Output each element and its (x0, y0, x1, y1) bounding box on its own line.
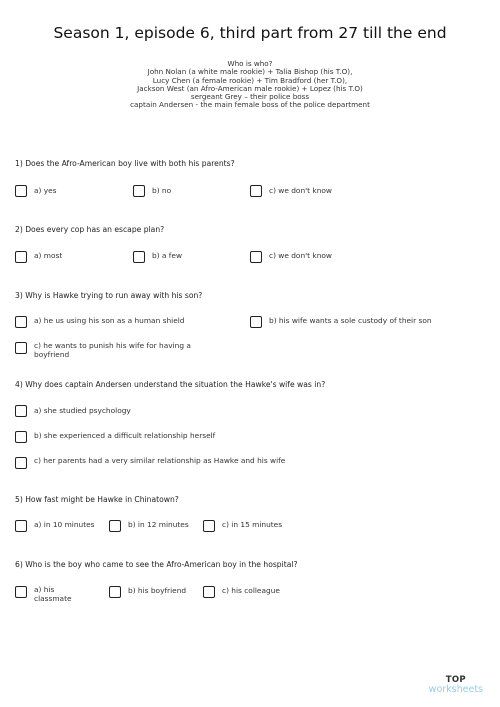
option-q2-c: c) we don't know (269, 251, 332, 260)
option-q3-a: a) he us using his son as a human shield (34, 316, 185, 325)
checkbox-q2-b[interactable] (133, 251, 145, 263)
checkbox-q3-a[interactable] (15, 316, 27, 328)
intro-line: sergeant Grey – their police boss (190, 92, 310, 102)
character-list (0, 60, 500, 110)
checkbox-q6-c[interactable] (203, 586, 215, 598)
option-q6-b: b) his boyfriend (128, 586, 187, 595)
checkbox-q5-c[interactable] (203, 520, 215, 532)
question-1: 1) Does the Afro-American boy live with both his parents? (15, 159, 235, 168)
option-q1-a: a) yes (34, 186, 57, 195)
option-q6-c: c) his colleague (222, 586, 280, 595)
question-6: 6) Who is the boy who came to see the Afro-American boy in the hospital? (15, 560, 298, 569)
option-q1-c: c) we don't know (269, 186, 332, 195)
checkbox-q5-a[interactable] (15, 520, 27, 532)
checkbox-q1-b[interactable] (133, 185, 145, 197)
question-3: 3) Why is Hawke trying to run away with his son? (15, 291, 203, 300)
checkbox-q4-b[interactable] (15, 431, 27, 443)
checkbox-q3-c[interactable] (15, 342, 27, 354)
option-q1-b: b) no (152, 186, 172, 195)
intro-line: Lucy Chen (a female rookie) + Tim Bradford (her T.O), (152, 75, 348, 85)
question-5: 5) How fast might be Hawke in Chinatown? (15, 495, 179, 504)
checkbox-q1-a[interactable] (15, 185, 27, 197)
checkbox-q1-c[interactable] (250, 185, 262, 197)
option-q2-a: a) most (34, 251, 63, 260)
intro-line: Jackson West (an Afro-American male rookie) + Lopez (his T.O) (137, 83, 363, 93)
checkbox-q2-a[interactable] (15, 251, 27, 263)
intro-line: John Nolan (a white male rookie) + Talia Bishop (his T.O), (147, 67, 353, 77)
checkbox-q6-b[interactable] (109, 586, 121, 598)
option-q5-a: a) in 10 minutes (34, 520, 95, 529)
question-2: 2) Does every cop has an escape plan? (15, 225, 165, 234)
question-4: 4) Why does captain Andersen understand the situation the Hawke's wife was in? (15, 380, 326, 389)
checkbox-q6-a[interactable] (15, 586, 27, 598)
logo-bottom-text: worksheets (428, 684, 483, 695)
option-q4-b: b) she experienced a difficult relationship herself (34, 431, 216, 440)
logo-top-text: TOP (445, 675, 466, 685)
intro-line: captain Andersen - the main female boss of the police department (130, 100, 370, 110)
option-q3-c: c) he wants to punish his wife for having a boyfriend (34, 341, 191, 359)
checkbox-q4-c[interactable] (15, 457, 27, 469)
option-q5-b: b) in 12 minutes (128, 520, 189, 529)
option-q3-b: b) his wife wants a sole custody of their son (269, 316, 432, 325)
option-q4-a: a) she studied psychology (34, 406, 131, 415)
checkbox-q4-a[interactable] (15, 405, 27, 417)
option-q6-a: a) his classmate (34, 585, 72, 603)
option-q4-c: c) her parents had a very similar relationship as Hawke and his wife (34, 456, 286, 465)
option-q5-c: c) in 15 minutes (222, 520, 283, 529)
worksheet-title: Season 1, episode 6, third part from 27 till the end (53, 24, 447, 42)
topworksheets-logo (429, 676, 483, 694)
intro-line: Who is who? (227, 59, 273, 68)
checkbox-q5-b[interactable] (109, 520, 121, 532)
checkbox-q3-b[interactable] (250, 316, 262, 328)
option-q2-b: b) a few (152, 251, 182, 260)
checkbox-q2-c[interactable] (250, 251, 262, 263)
